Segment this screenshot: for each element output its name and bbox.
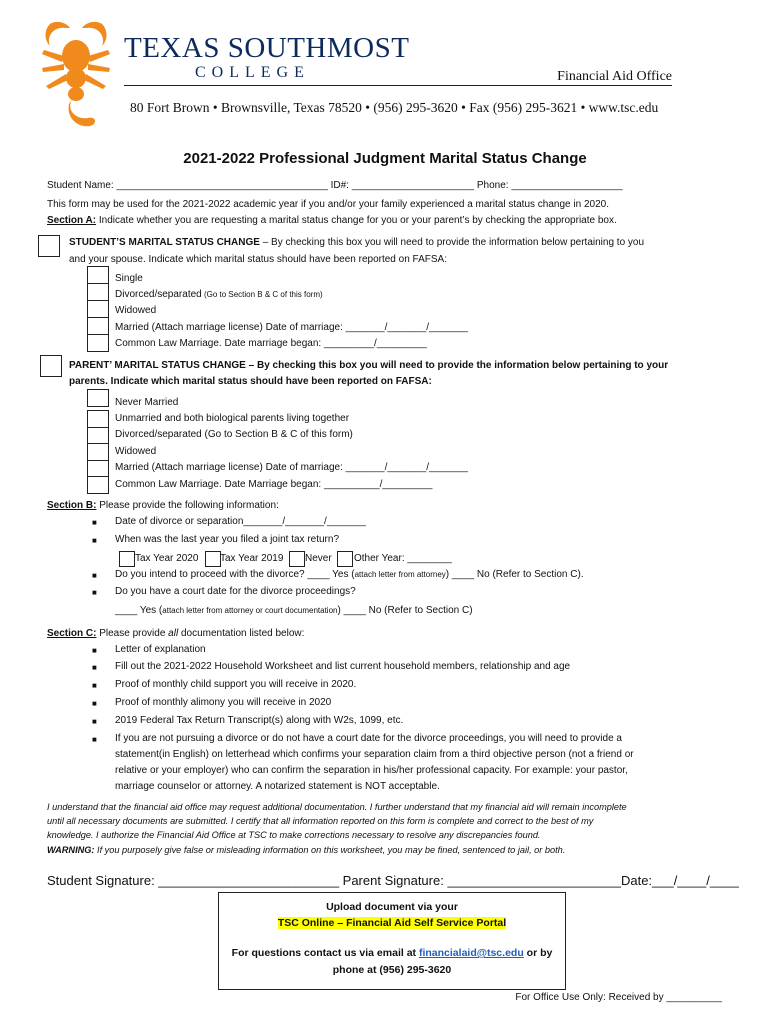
bullet: ■ (92, 588, 97, 597)
c-item-last-line-1: If you are not pursuing a divorce or do not have a court date for the divorce proceedings, you will need to provide a (115, 733, 622, 744)
section-b-line (47, 500, 279, 511)
student-option-single: Single (115, 273, 143, 284)
parent-option-widowed: Widowed (115, 446, 157, 457)
parent-never-married-checkbox[interactable] (87, 389, 109, 407)
bullet: ■ (92, 681, 97, 690)
divorce-date-line[interactable]: Date of divorce or separation_______/_______/_______ (115, 516, 366, 527)
section-b-label: Section B: (47, 500, 97, 511)
bullet: ■ (92, 663, 97, 672)
email-link[interactable]: financialaid@tsc.edu (418, 947, 524, 959)
student-option-common-law[interactable]: Common Law Marriage. Date marriage began: _________/_________ (115, 338, 427, 349)
parent-option-never: Never Married (115, 397, 179, 408)
warning-label: WARNING: (47, 845, 95, 855)
student-common-law-checkbox[interactable] (87, 334, 109, 352)
student-option-divorced-label: Divorced/separated (115, 289, 202, 300)
office-name: Financial Aid Office (557, 69, 672, 84)
form-title: 2021-2022 Professional Judgment Marital Status Change (183, 150, 587, 167)
court-date-question: Do you have a court date for the divorce proceedings? (115, 586, 356, 597)
proceed-note: attach letter from attorney (354, 570, 446, 579)
parent-unmarried-checkbox[interactable] (87, 410, 109, 428)
c-item-last-line-4: marriage counselor or attorney. A notarized statement is NOT acceptable. (115, 781, 440, 792)
court-end: ) ____ No (Refer to Section C) (337, 605, 473, 616)
student-change-text: – By checking this box you will need to provide the information below pertaining to you (259, 237, 645, 248)
warning-line (47, 845, 565, 855)
c-item-last-line-3: relative or your employer) who can confirm the separation in his/her professional capacity. For example: your pastor, (115, 765, 628, 776)
c-item: Letter of explanation (115, 644, 206, 655)
self-service-portal-link[interactable]: TSC Online – Financial Aid Self Service Portal (277, 917, 507, 929)
parent-widowed-checkbox[interactable] (87, 443, 109, 461)
tax-2020-label: Tax Year 2020 (135, 553, 199, 564)
tax-2019-label: Tax Year 2019 (220, 553, 284, 564)
upload-line-2 (219, 917, 565, 929)
student-option-divorced (115, 289, 323, 300)
never-checkbox[interactable] (289, 551, 305, 567)
parent-option-unmarried: Unmarried and both biological parents living together (115, 413, 350, 424)
proceed-question: Do you intend to proceed with the divorce? ____ Yes ( (115, 569, 355, 580)
court-yes: ____ Yes ( (115, 605, 163, 616)
parent-change-line-2: parents. Indicate which marital status should have been reported on FAFSA: (69, 376, 432, 387)
other-year-label[interactable]: Other Year: ________ (354, 553, 452, 564)
student-single-checkbox[interactable] (87, 266, 109, 284)
scorpion-logo-icon (36, 20, 116, 128)
warning-text: If you purposely give false or misleading information on this worksheet, you may be fined, sentenced to jail, or both. (94, 845, 566, 855)
c-item: Proof of monthly alimony you will receive in 2020 (115, 697, 332, 708)
parent-common-law-checkbox[interactable] (87, 476, 109, 494)
other-year-checkbox[interactable] (337, 551, 353, 567)
intro-text: This form may be used for the 2021-2022 academic year if you and/or your family experienced a marital status change in 2020. (47, 199, 609, 210)
student-info-line[interactable]: Student Name: ______________________________________ ID#: ______________________ Phone: ____________________ (47, 180, 623, 191)
college-name: TEXAS SOUTHMOST (124, 32, 410, 64)
signature-line[interactable]: Student Signature: _________________________ Parent Signature: ________________________Date:___/____/____ (47, 873, 739, 888)
tax-2020-checkbox[interactable] (119, 551, 135, 567)
tax-2019-checkbox[interactable] (205, 551, 221, 567)
parent-option-married[interactable]: Married (Attach marriage license) Date of marriage: _______/_______/_______ (115, 462, 468, 473)
bullet: ■ (92, 735, 97, 744)
bullet: ■ (92, 518, 97, 527)
upload-info-box (218, 892, 566, 990)
student-change-heading: STUDENT’S MARITAL STATUS CHANGE (69, 237, 260, 248)
proceed-end: ) ____ No (Refer to Section C). (445, 569, 584, 580)
office-use-line: For Office Use Only: Received by __________ (515, 992, 722, 1003)
section-b-text: Please provide the following information: (96, 500, 279, 511)
bullet: ■ (92, 717, 97, 726)
certify-line-2: until all necessary documents are submitted. I certify that all information reported on this form is complete and correct to the best of my (47, 816, 594, 826)
upload-line-1: Upload document via your (326, 901, 458, 913)
phone-line: phone at (956) 295-3620 (332, 964, 452, 976)
certify-line-3: knowledge. I authorize the Financial Aid Office at TSC to make corrections necessary to resolve any discrepancies found. (47, 830, 541, 840)
student-change-line-1 (69, 237, 644, 248)
c-item: Proof of monthly child support you will receive in 2020. (115, 679, 357, 690)
student-change-checkbox[interactable] (38, 235, 60, 257)
c-item-last-line-2: statement(in English) on letterhead which confirms your separation claim from a third objective person (not a friend or (115, 749, 634, 760)
section-a-text: Indicate whether you are requesting a marital status change for you or your parent’s by checking the appropriate box. (96, 215, 617, 226)
bullet: ■ (92, 536, 97, 545)
section-a-line (47, 215, 617, 226)
header-divider (124, 85, 672, 86)
c-item: 2019 Federal Tax Return Transcript(s) along with W2s, 1099, etc. (115, 715, 404, 726)
court-date-answer-line[interactable] (115, 605, 473, 616)
section-c-all: all (168, 628, 179, 639)
proceed-divorce-line[interactable] (115, 569, 584, 580)
never-label: Never (305, 553, 332, 564)
section-c-label: Section C: (47, 628, 97, 639)
student-married-checkbox[interactable] (87, 317, 109, 335)
bullet: ■ (92, 699, 97, 708)
bullet: ■ (92, 571, 97, 580)
court-note: attach letter from attorney or court documentation (162, 606, 338, 615)
bullet: ■ (92, 646, 97, 655)
c-item: Fill out the 2021-2022 Household Worksheet and list current household members, relationship and age (115, 661, 571, 672)
student-change-line-2: and your spouse. Indicate which marital status should have been reported on FAFSA: (69, 254, 447, 265)
section-c-line (47, 628, 304, 639)
parent-option-divorced: Divorced/separated (Go to Section B & C of this form) (115, 429, 353, 440)
student-option-widowed: Widowed (115, 305, 157, 316)
student-widowed-checkbox[interactable] (87, 300, 109, 318)
college-subtitle: COLLEGE (195, 64, 310, 81)
joint-return-question: When was the last year you filed a joint tax return? (115, 534, 340, 545)
parent-change-line-1: PARENT’ MARITAL STATUS CHANGE – By checking this box you will need to provide the information below pertaining to your (69, 360, 669, 371)
student-option-divorced-note: (Go to Section B & C of this form) (201, 290, 323, 299)
section-c-text: Please provide (96, 628, 169, 639)
section-a-label: Section A: (47, 215, 97, 226)
student-option-married[interactable]: Married (Attach marriage license) Date of marriage: _______/_______/_______ (115, 322, 468, 333)
student-divorced-checkbox[interactable] (87, 283, 109, 301)
contact-pre: For questions contact us via email at (231, 947, 419, 959)
parent-option-common-law[interactable]: Common Law Marriage. Date Marriage began: __________/_________ (115, 479, 433, 490)
parent-change-checkbox[interactable] (40, 355, 62, 377)
section-c-text-2: documentation listed below: (178, 628, 305, 639)
college-address: 80 Fort Brown • Brownsville, Texas 78520 • (956) 295-3620 • Fax (956) 295-3621 • www.tsc.edu (130, 100, 659, 115)
certify-line-1: I understand that the financial aid office may request additional documentation. I further understand that my financial aid will remain incomplete (47, 802, 627, 812)
contact-line (219, 947, 565, 959)
contact-post: or by (523, 947, 553, 959)
